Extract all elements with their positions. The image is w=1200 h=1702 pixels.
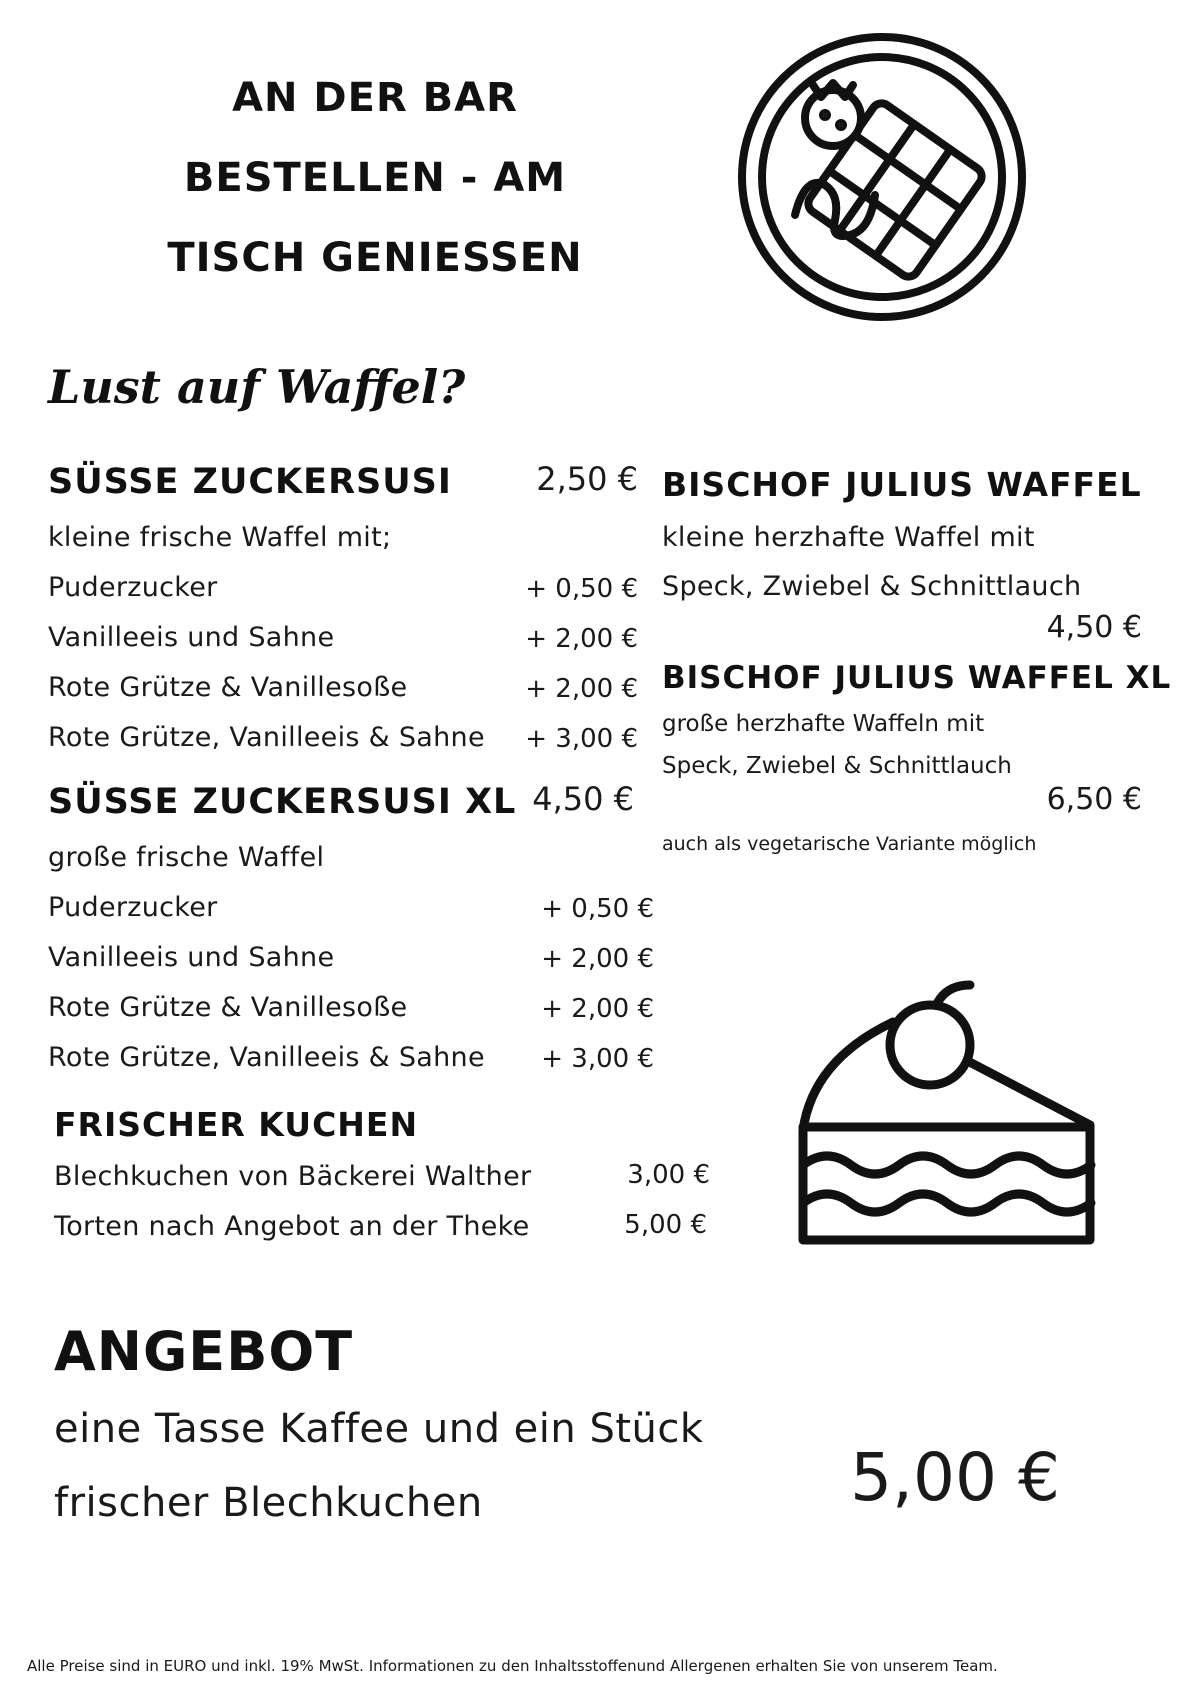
susi-xl-subtitle: große frische Waffel: [48, 842, 325, 873]
susi-xl-item-3-price: + 2,00 €: [541, 994, 654, 1024]
susi-xl-item-4: Rote Grütze, Vanilleeis & Sahne: [48, 1042, 485, 1073]
susi-item-3-price: + 2,00 €: [525, 674, 638, 704]
susi-xl-item-2: Vanilleeis und Sahne: [48, 942, 335, 973]
susi-xl-item-1-price: + 0,50 €: [541, 894, 654, 924]
susi-item-1-price: + 0,50 €: [525, 574, 638, 604]
cake-slice-icon: [795, 960, 1095, 1245]
julius-xl-title: BISCHOF JULIUS WAFFEL XL: [662, 660, 1172, 696]
susi-item-4-price: + 3,00 €: [525, 724, 638, 754]
kuchen-item-2: Torten nach Angebot an der Theke: [54, 1211, 530, 1242]
susi-xl-price: 4,50 €: [532, 780, 634, 818]
header-line-3: TISCH GENIESSEN: [167, 235, 583, 281]
section-title: Lust auf Waffel?: [48, 360, 466, 414]
susi-title: SÜSSE ZUCKERSUSI: [48, 462, 452, 502]
kuchen-title: FRISCHER KUCHEN: [54, 1105, 419, 1144]
susi-price: 2,50 €: [536, 460, 638, 498]
julius-xl-line-2: Speck, Zwiebel & Schnittlauch: [662, 753, 1012, 779]
kuchen-item-1-price: 3,00 €: [627, 1160, 710, 1190]
julius-price: 4,50 €: [1046, 610, 1142, 645]
header-line-2: BESTELLEN - AM: [183, 155, 567, 201]
susi-xl-item-3: Rote Grütze & Vanillesoße: [48, 992, 408, 1023]
susi-xl-item-1: Puderzucker: [48, 892, 218, 923]
susi-item-2-price: + 2,00 €: [525, 624, 638, 654]
footer-note: Alle Preise sind in EURO und inkl. 19% MwSt. Informationen zu den Inhaltsstoffenund Allergenen erhalten Sie von unserem Team.: [27, 1657, 998, 1675]
angebot-price: 5,00 €: [850, 1439, 1060, 1516]
susi-xl-title: SÜSSE ZUCKERSUSI XL: [48, 782, 517, 822]
julius-line-1: kleine herzhafte Waffel mit: [662, 522, 1035, 553]
julius-xl-note: auch als vegetarische Variante möglich: [662, 833, 1037, 855]
susi-item-1: Puderzucker: [48, 572, 218, 603]
waffle-plate-icon: [735, 30, 1030, 325]
julius-xl-line-1: große herzhafte Waffeln mit: [662, 711, 985, 737]
angebot-title: ANGEBOT: [54, 1320, 354, 1383]
kuchen-item-2-price: 5,00 €: [624, 1210, 707, 1240]
angebot-line-1: eine Tasse Kaffee und ein Stück: [54, 1406, 704, 1452]
julius-line-2: Speck, Zwiebel & Schnittlauch: [662, 571, 1082, 602]
susi-item-3: Rote Grütze & Vanillesoße: [48, 672, 408, 703]
susi-xl-item-2-price: + 2,00 €: [541, 944, 654, 974]
susi-item-2: Vanilleeis und Sahne: [48, 622, 335, 653]
susi-item-4: Rote Grütze, Vanilleeis & Sahne: [48, 722, 485, 753]
julius-xl-price: 6,50 €: [1046, 782, 1142, 817]
julius-title: BISCHOF JULIUS WAFFEL: [662, 465, 1142, 504]
kuchen-item-1: Blechkuchen von Bäckerei Walther: [54, 1161, 532, 1192]
susi-xl-item-4-price: + 3,00 €: [541, 1044, 654, 1074]
susi-subtitle: kleine frische Waffel mit;: [48, 522, 392, 553]
header-line-1: AN DER BAR: [232, 75, 518, 121]
angebot-line-2: frischer Blechkuchen: [54, 1480, 483, 1526]
